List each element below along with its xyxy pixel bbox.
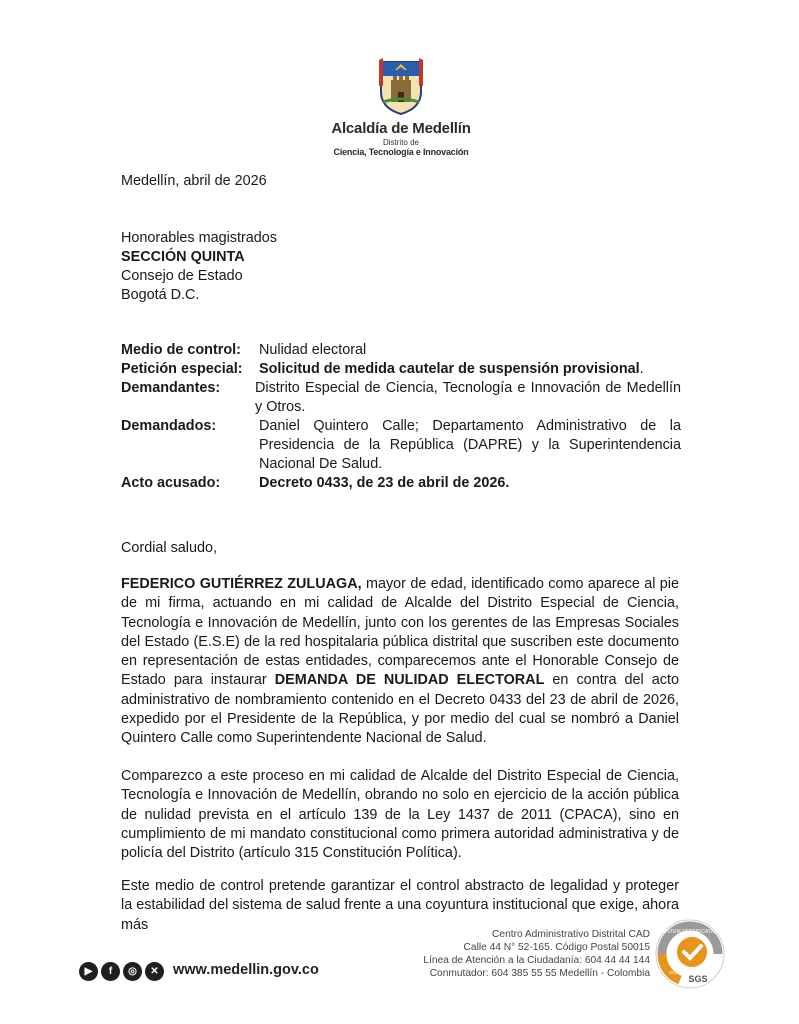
meta-row xyxy=(121,474,681,493)
meta-label: Acto acusado: xyxy=(121,475,221,491)
meta-value: Distrito Especial de Ciencia, Tecnología e Innovación de Medellín y Otros. xyxy=(255,380,681,415)
body-paragraph: Este medio de control pretende garantizar el control abstracto de legalidad y proteger la estabilidad del sistema de salud frente a una coyuntura institucional que exige, ahora más xyxy=(121,878,679,933)
recipient-line: SECCIÓN QUINTA xyxy=(121,249,245,265)
body-paragraph xyxy=(121,575,679,749)
meta-row xyxy=(121,379,681,417)
facebook-icon[interactable]: f xyxy=(101,962,120,981)
emphasis-text: DEMANDA DE NULIDAD ELECTORAL xyxy=(274,672,545,689)
meta-value-text: Solicitud de medida cautelar de suspensión provisional xyxy=(259,361,640,377)
body-paragraph: Comparezco a este proceso en mi calidad de Alcalde del Distrito Especial de Ciencia, Tecnología e Innovación de Medellín, obrando no solo en ejercicio de la acción pública de nulidad prevista en el artículo 139 de la Ley 1437 de 2011 (CPACA), sino en cumplimiento de mi mandato constitucional como primera autoridad administrativa y de policía del Distrito (artículo 315 Constitución Política). xyxy=(121,768,679,862)
contact-info xyxy=(378,928,650,980)
brand-tagline: Ciencia, Tecnología e Innovación xyxy=(333,147,469,157)
paragraph-text: en contra del acto administrativo de nombramiento contenido en el Decreto 0433 del 23 de abril de 2026, expedido por el Presidente de la República, y por medio del cual se nombró a Daniel Quintero Calle como Superintendente Nacional de Salud. xyxy=(121,672,679,747)
letter-date: Medellín, abril de 2026 xyxy=(121,173,267,189)
contact-line: Centro Administrativo Distrital CAD xyxy=(492,929,650,940)
seal-iso-text: ISO 9001 xyxy=(669,970,689,975)
contact-line: Conmutador: 604 385 55 55 Medellín - Colombia xyxy=(429,968,650,979)
recipient-block xyxy=(121,229,277,305)
recipient-line: Consejo de Estado xyxy=(121,268,243,284)
meta-value: Daniel Quintero Calle; Departamento Administrativo de la Presidencia de la República (DAPRE) y la Superintendencia Nacional De Salud. xyxy=(259,418,681,472)
signatory-name: FEDERICO GUTIÉRREZ ZULUAGA, xyxy=(121,576,362,592)
seal-text: SGS xyxy=(688,974,708,984)
paragraph-text: mayor de edad, identificado como aparece al pie de mi firma, actuando en mi calidad de Alcalde del Distrito Especial de Ciencia, Tecnología e Innovación de Medellín, junto con los gerentes de las Empresas Sociales del Estado (E.S.E) de la red hospitalaria pública distrital que suscriben este documento en representación de estas entidades, comparecemos ante el Honorable Consejo de Estado para instaurar xyxy=(121,576,680,689)
greeting: Cordial saludo, xyxy=(121,540,217,556)
brand-title: Alcaldía de Medellín xyxy=(331,120,471,137)
recipient-line: Honorables magistrados xyxy=(121,230,277,246)
meta-label: Medio de control: xyxy=(121,342,241,358)
meta-row xyxy=(121,341,681,360)
meta-value: Nulidad electoral xyxy=(259,342,367,358)
x-icon[interactable]: ✕ xyxy=(145,962,164,981)
youtube-icon[interactable]: ▶ xyxy=(79,962,98,981)
social-links xyxy=(79,962,164,981)
meta-label: Demandados: xyxy=(121,418,217,434)
meta-label: Demandantes: xyxy=(121,380,221,396)
recipient-line: Bogotá D.C. xyxy=(121,287,200,303)
meta-label: Petición especial: xyxy=(121,361,243,377)
meta-value: Decreto 0433, de 23 de abril de 2026. xyxy=(259,475,510,491)
seal-arc-text: SYSTEM CERTIFICATION xyxy=(660,929,720,935)
coat-of-arms-icon xyxy=(377,56,425,116)
case-metadata xyxy=(121,341,681,493)
meta-row xyxy=(121,417,681,474)
sgs-certification-seal-icon xyxy=(654,918,726,990)
brand-subtitle: Distrito de xyxy=(382,138,419,147)
instagram-icon[interactable]: ◎ xyxy=(123,962,142,981)
meta-value: Solicitud de medida cautelar de suspensión provisional. xyxy=(259,361,644,377)
contact-line: Calle 44 N° 52-165. Código Postal 50015 xyxy=(463,942,650,953)
contact-line: Línea de Atención a la Ciudadanía: 604 44 44 144 xyxy=(423,955,650,966)
website-link[interactable]: www.medellin.gov.co xyxy=(173,962,319,978)
meta-row xyxy=(121,360,681,379)
